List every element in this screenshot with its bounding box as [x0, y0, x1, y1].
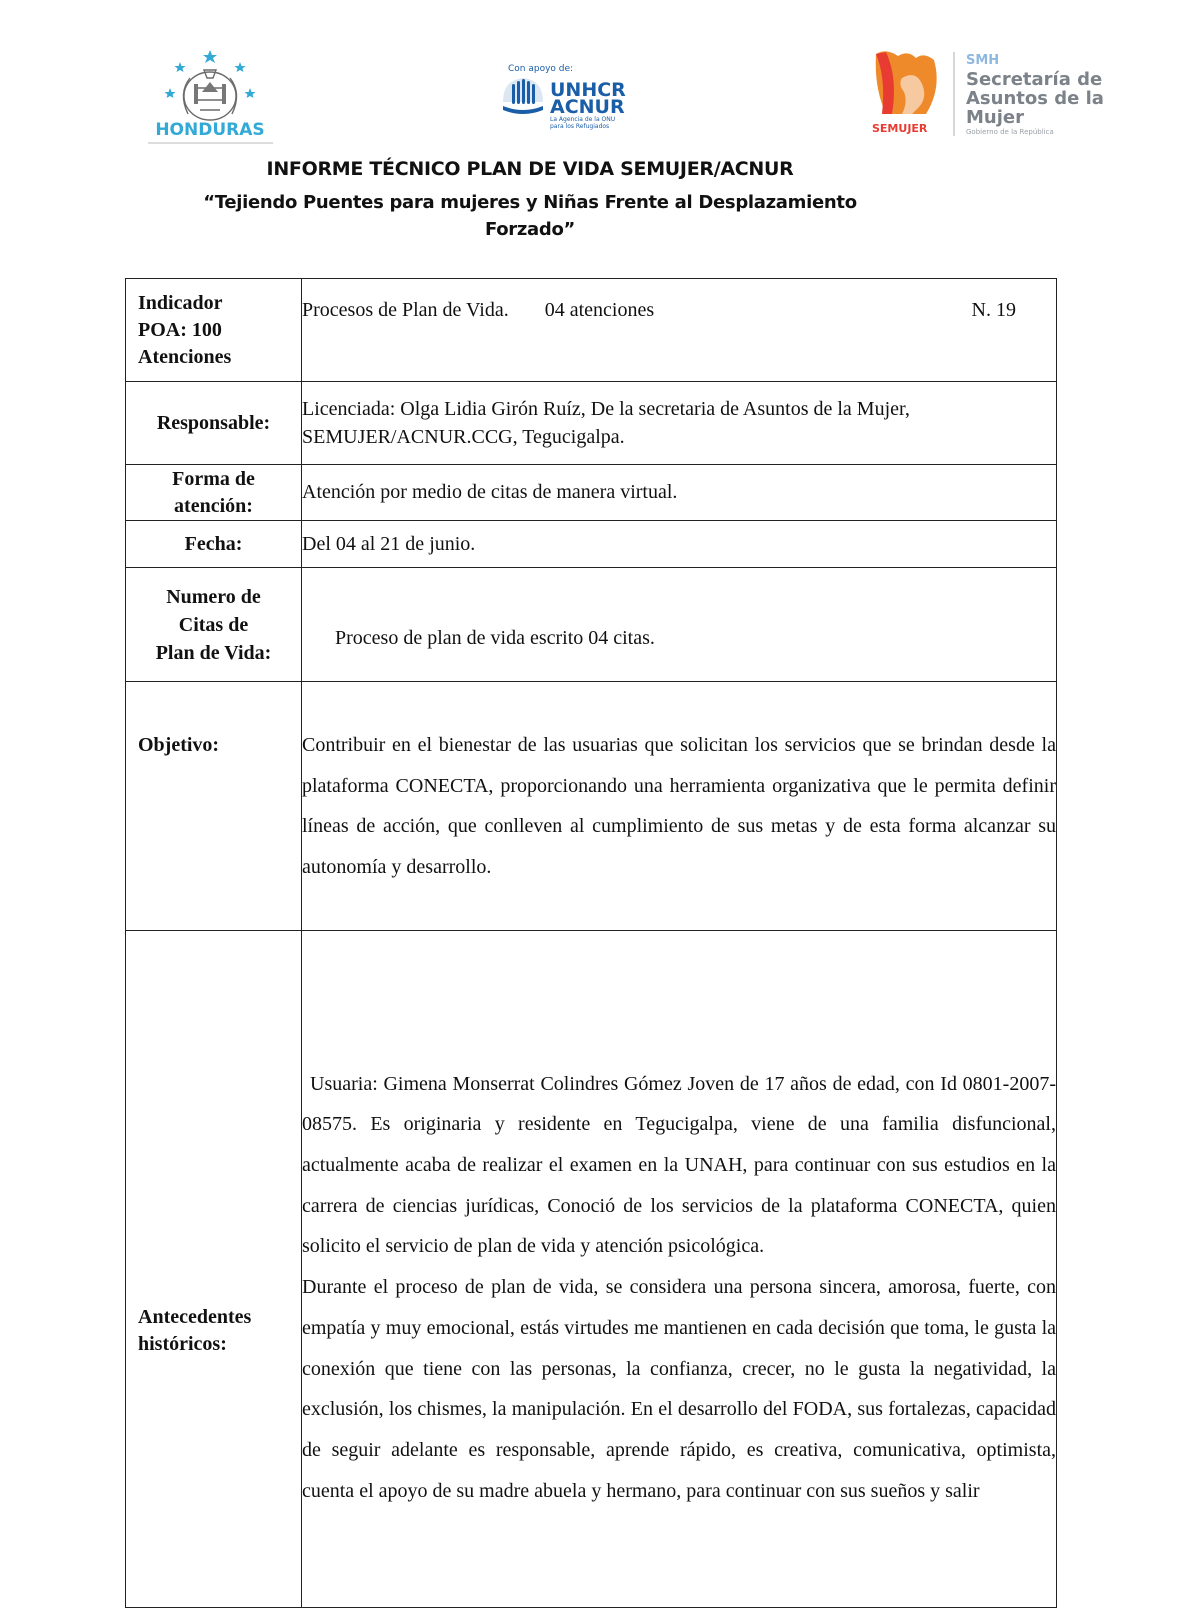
- table-row: [126, 682, 1057, 931]
- indicador-label: Indicador POA: 100 Atenciones: [126, 279, 302, 382]
- forma-label: Forma de atención:: [126, 465, 302, 521]
- table-row: [126, 521, 1057, 568]
- antecedentes-label: Antecedentes históricos:: [126, 931, 302, 1608]
- svg-text:Asuntos de la: Asuntos de la: [966, 88, 1104, 109]
- svg-text:SEMUJER: SEMUJER: [872, 122, 928, 135]
- objetivo-label: Objetivo:: [126, 682, 302, 931]
- document-subtitle-line1: “Tejiendo Puentes para mujeres y Niñas Frente al Desplazamiento: [203, 192, 857, 213]
- responsable-value: Licenciada: Olga Lidia Girón Ruíz, De la secretaria de Asuntos de la Mujer, SEMUJER/ACNUR.CCG, Tegucigalpa.: [302, 382, 1057, 465]
- table-row: [126, 279, 1057, 382]
- forma-value: Atención por medio de citas de manera virtual.: [302, 465, 1057, 521]
- svg-text:Secretaría de: Secretaría de: [966, 69, 1103, 90]
- svg-text:Mujer: Mujer: [966, 107, 1024, 128]
- svg-text:La Agencia de la ONU: La Agencia de la ONU: [550, 116, 616, 123]
- citas-label: Numero de Citas de Plan de Vida:: [126, 568, 302, 682]
- semujer-logo: [872, 48, 1122, 140]
- svg-text:ACNUR: ACNUR: [550, 96, 625, 118]
- svg-text:SMH: SMH: [966, 53, 1000, 68]
- table-row: [126, 931, 1057, 1608]
- svg-text:Gobierno de la República: Gobierno de la República: [966, 128, 1054, 136]
- indicador-count: 04 atenciones: [544, 299, 655, 321]
- objetivo-value: Contribuir en el bienestar de las usuarias que solicitan los servicios que se brindan desde la plataforma CONECTA, proporcionando una herramienta organizativa que le permita definir líneas de acción, que conlleven al cumplimiento de sus metas y de esta forma alcanzar su autonomía y desarrollo.: [302, 682, 1057, 931]
- indicador-value: [302, 279, 1057, 382]
- fecha-label: Fecha:: [126, 521, 302, 568]
- svg-text:Con apoyo de:: Con apoyo de:: [508, 64, 574, 74]
- unhcr-logo: [498, 60, 658, 130]
- document-title: INFORME TÉCNICO PLAN DE VIDA SEMUJER/ACNUR: [266, 158, 794, 180]
- table-row: [126, 568, 1057, 682]
- citas-value: Proceso de plan de vida escrito 04 citas.: [302, 568, 1057, 682]
- fecha-value: Del 04 al 21 de junio.: [302, 521, 1057, 568]
- indicador-process: Procesos de Plan de Vida.: [302, 299, 509, 321]
- svg-text:para los Refugiados: para los Refugiados: [550, 123, 610, 130]
- honduras-wordmark: HONDURAS: [155, 120, 265, 140]
- svg-text:UNHCR: UNHCR: [550, 79, 626, 101]
- document-subtitle-line2: Forzado”: [484, 219, 576, 240]
- document-header: [120, 158, 940, 240]
- responsable-label: Responsable:: [126, 382, 302, 465]
- antecedentes-paragraph-1: Usuaria: Gimena Monserrat Colindres Gómez Joven de 17 años de edad, con Id 0801-2007-08575. Es originaria y residente en Tegucigalpa, viene de una familia disfuncional, actualmente acaba de realizar el examen en la UNAH, para continuar con sus estudios en la carrera de ciencias jurídicas, Conoció de los servicios de la plataforma CONECTA, quien solicito el servicio de plan de vida y atención psicológica.: [302, 1072, 1056, 1258]
- table-row: [126, 382, 1057, 465]
- table-row: [126, 465, 1057, 521]
- indicador-number: N. 19: [971, 299, 1016, 321]
- honduras-logo: [118, 48, 303, 148]
- antecedentes-value: [302, 931, 1057, 1608]
- report-table: [125, 278, 1057, 1608]
- antecedentes-paragraph-2: Durante el proceso de plan de vida, se considera una persona sincera, amorosa, fuerte, con empatía y muy emocional, estás virtudes me mantienen en cada decisión que toma, le gusta la conexión que tiene con las personas, la confianza, crecer, no le gusta la negatividad, la exclusión, los chismes, la manipulación. En el desarrollo del FODA, sus fortalezas, capacidad de seguir adelante es responsable, aprende rápido, es creativa, comunicativa, optimista, cuenta el apoyo de su madre abuela y hermano, para continuar con sus sueños y salir: [302, 1276, 1056, 1502]
